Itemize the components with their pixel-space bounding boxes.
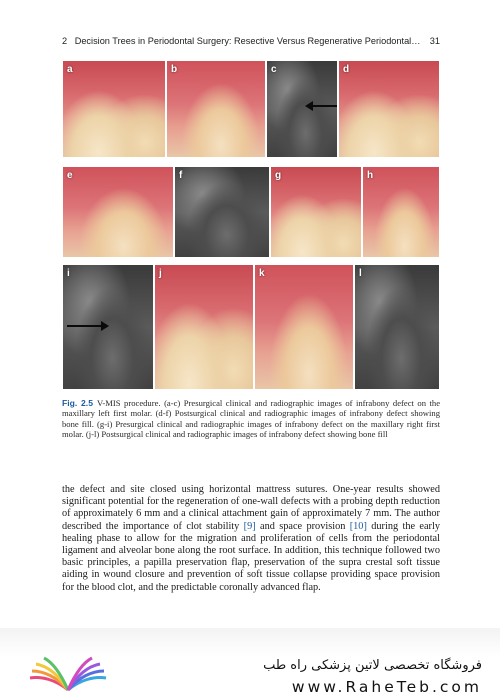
body-text-part: during the early healing phase to allow for the migration and proliferation of cells from the periodontal ligament and alveolar bone along the root surface. In addition, this technique followed two basic principles, a papilla preservation flap, preservation of the supra crestal soft tissue aiding in wound closure and prevention of soft tissue collapse providing space provision for the blood clot, and the predictable coronally advanced flap. — [62, 520, 440, 593]
panel-label: h — [367, 170, 374, 181]
panel-i — [62, 264, 154, 390]
panel-label: d — [343, 64, 350, 75]
caption-text: V-MIS procedure. (a-c) Presurgical clinical and radiographic images of infrabony defect on the maxillary left first molar. (d-f) Postsurgical clinical and radiographic images of infrabony defect showing bone fill. (g-i) Presurgical clinical and radiographic images of infrabony defect on the maxillary right first molar. (j-l) Postsurgical clinical and radiographic images of infrabony defect showing bone fill — [62, 398, 441, 440]
panel-c — [266, 60, 338, 158]
panel-label: a — [67, 64, 73, 75]
panel-j — [154, 264, 254, 390]
panel-label: j — [159, 268, 162, 279]
panel-d — [338, 60, 440, 158]
panel-label: f — [179, 170, 183, 181]
panel-label: b — [171, 64, 178, 75]
body-text-part: and space provision — [255, 520, 350, 532]
panel-b — [166, 60, 266, 158]
panel-l — [354, 264, 440, 390]
panel-label: k — [259, 268, 265, 279]
page-number: 31 — [429, 36, 440, 46]
chapter-title: Decision Trees in Periodontal Surgery: Resective Versus Regenerative Periodontal… — [74, 36, 421, 46]
arrow-marker — [67, 325, 103, 327]
body-text-part: the defect and site closed using horizontal mattress sutures. One-year results showed significant potential for the regeneration of one-wall defects with a probing depth reduction of approximately 6 mm and a clinical attachment gain of approximately 7 mm. The author described the importance of clot stability — [62, 484, 440, 532]
panel-label: g — [275, 170, 282, 181]
book-logo — [26, 654, 110, 694]
panel-g — [270, 166, 362, 258]
figure-2-5 — [62, 60, 440, 390]
panel-h — [362, 166, 440, 258]
site-name-persian: فروشگاه تخصصی لاتین پزشکی راه طب — [263, 658, 482, 673]
body-paragraph — [62, 484, 440, 594]
panel-label: l — [359, 268, 362, 279]
citation-link[interactable]: [9] — [243, 520, 256, 532]
panel-k — [254, 264, 354, 390]
running-header — [62, 36, 440, 50]
arrow-marker — [311, 105, 337, 107]
panel-label: i — [67, 268, 70, 279]
panel-e — [62, 166, 174, 258]
panel-label: c — [271, 64, 277, 75]
citation-link[interactable]: [10] — [349, 520, 367, 532]
figure-caption — [62, 398, 440, 440]
panel-f — [174, 166, 270, 258]
figure-label: Fig. 2.5 — [62, 398, 93, 408]
panel-label: e — [67, 170, 73, 181]
panel-a — [62, 60, 166, 158]
site-url[interactable]: www.RaheTeb.com — [291, 678, 482, 696]
chapter-number: 2 — [62, 36, 68, 46]
